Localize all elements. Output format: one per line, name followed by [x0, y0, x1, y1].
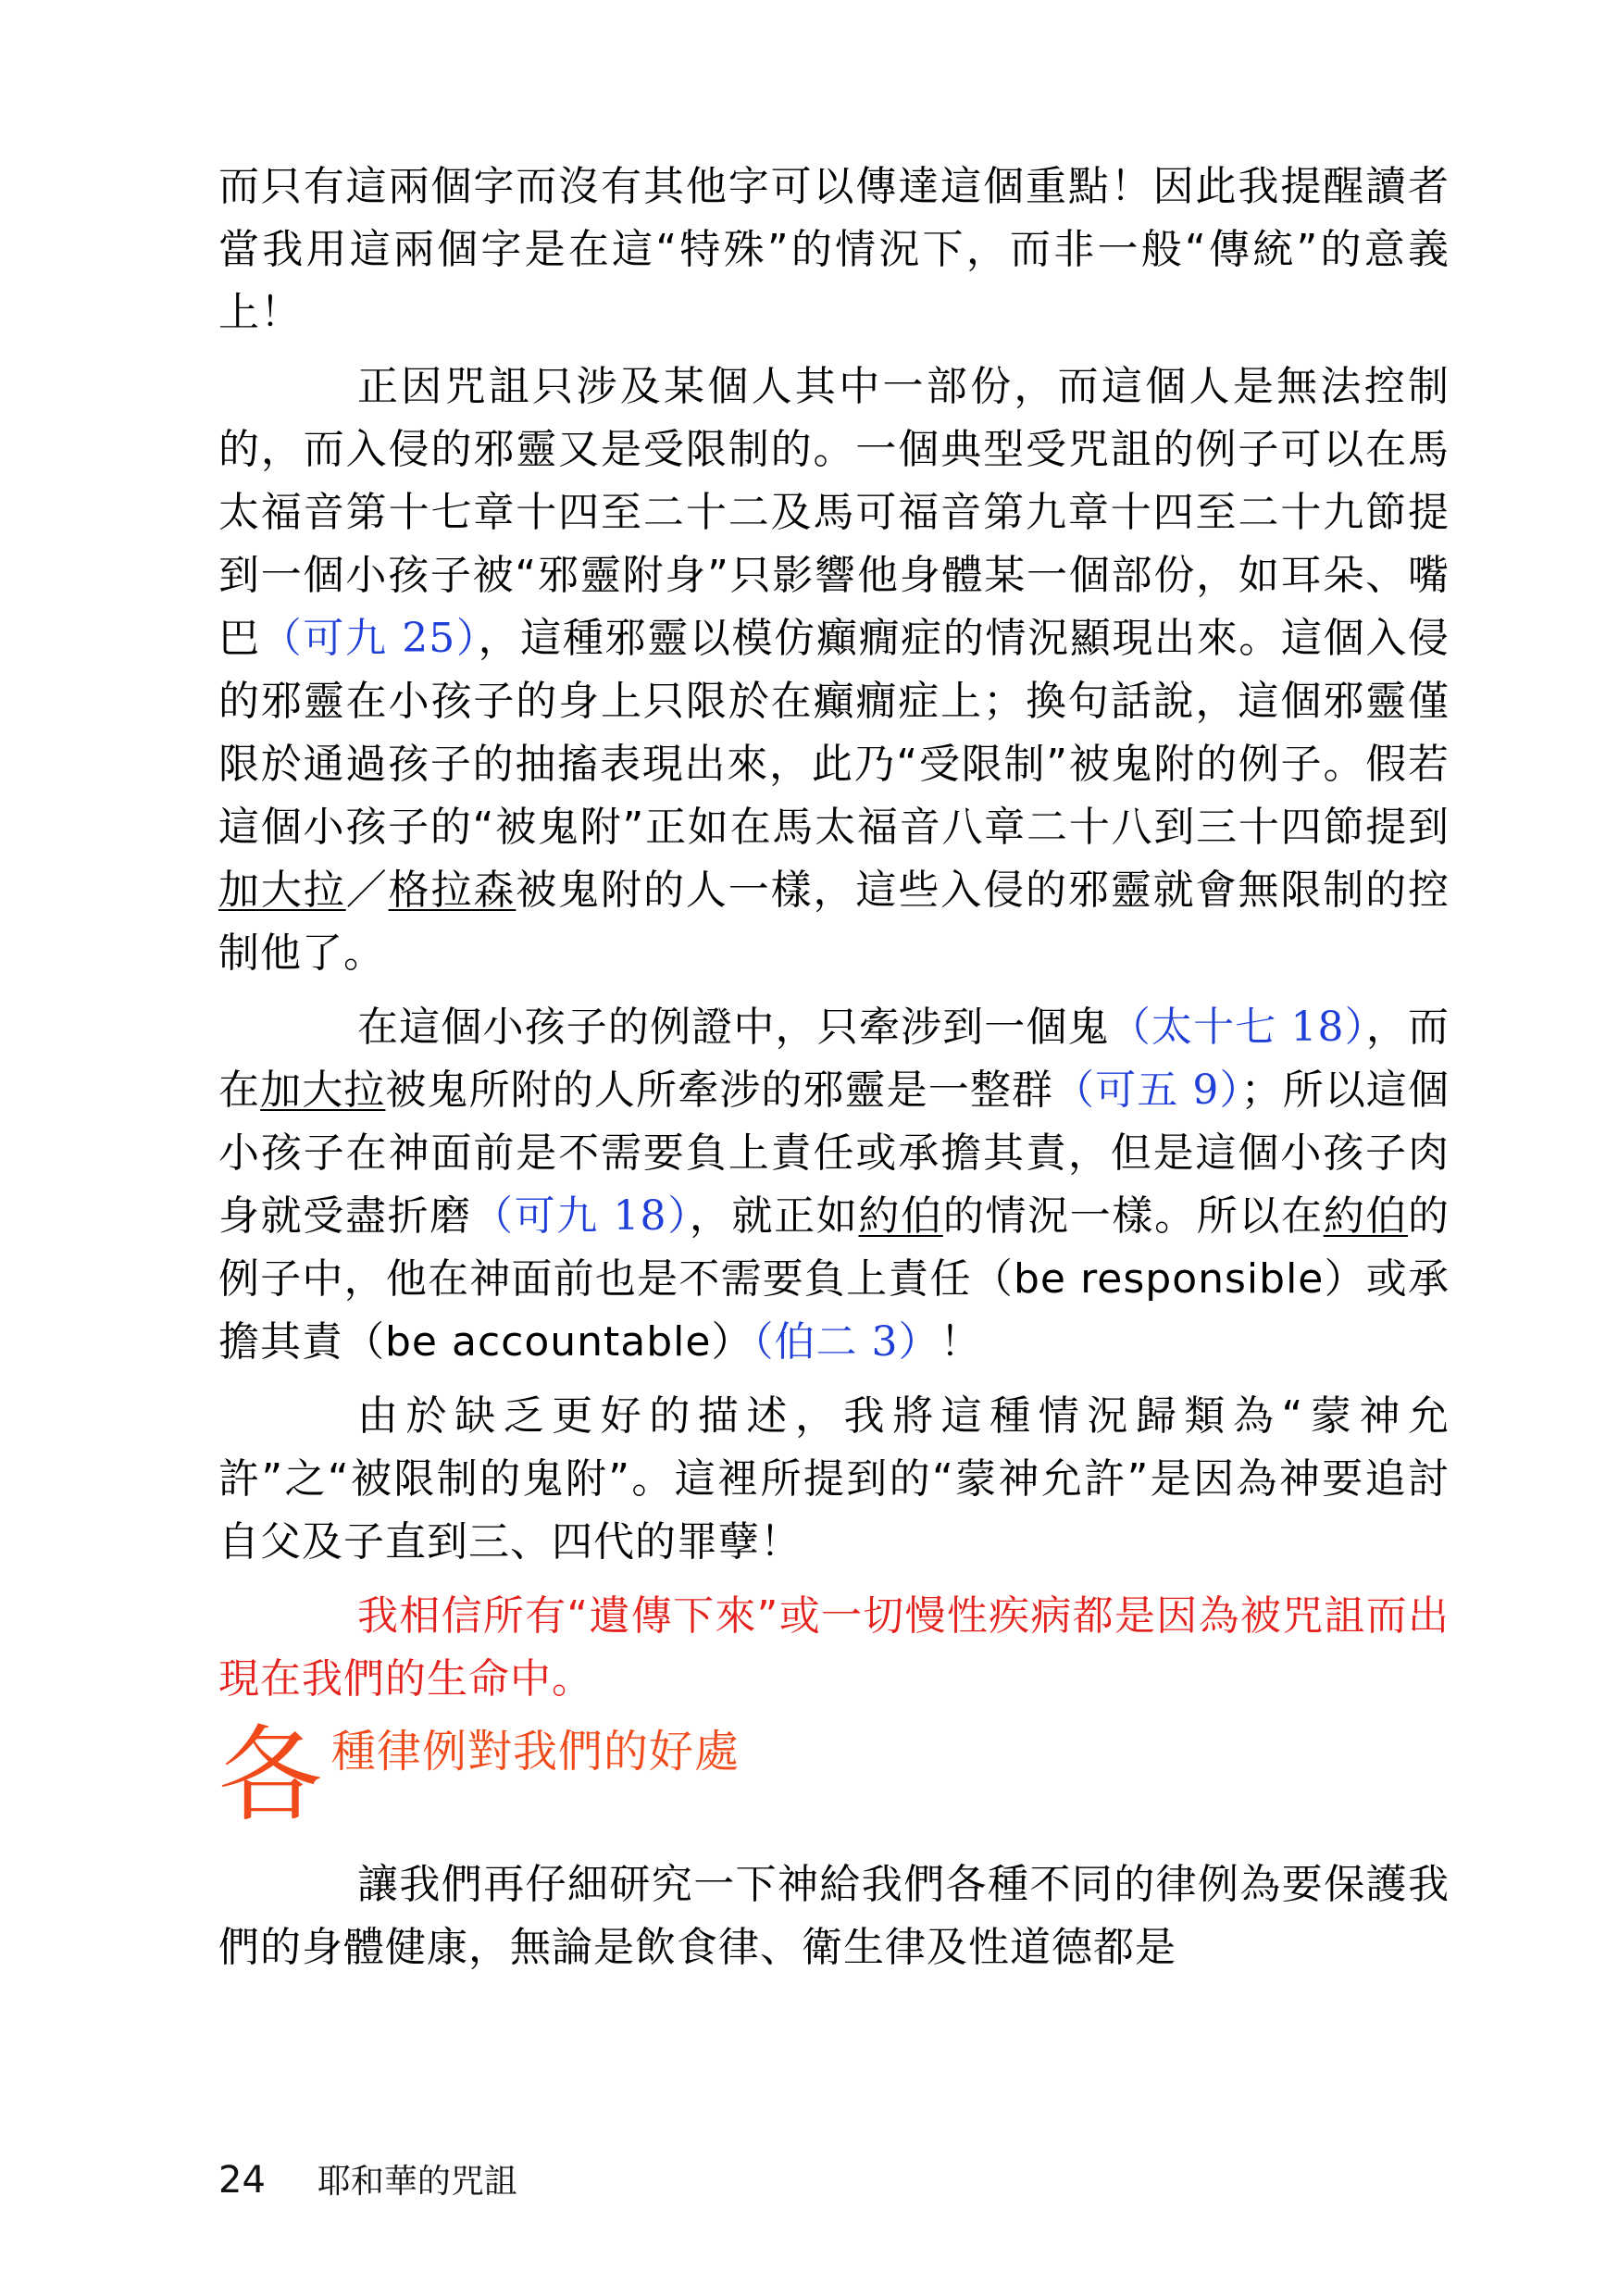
paragraph-3-text-b: ，而在 — [218, 1004, 1450, 1114]
paragraph-2 — [218, 356, 1450, 985]
separator: ／ — [345, 867, 389, 914]
scripture-reference: （可五 9） — [1053, 1067, 1241, 1114]
paragraph-2-text-c: 被鬼附的人一樣，這些入侵的邪靈就會無限制的控制他了。 — [218, 867, 1450, 977]
paragraph-6-text: 讓我們再仔細研究一下神給我們各種不同的律例為要保護我們的身體健康，無論是飲食律、衛生律及性道德都是 — [218, 1861, 1450, 1971]
emphasis-paragraph — [218, 1585, 1450, 1711]
paragraph-4-text: 由於缺乏更好的描述，我將這種情況歸類為“蒙神允許”之“被限制的鬼附”。這裡所提到的“蒙神允許”是因為神要追討自父及子直到三、四代的罪孽！ — [218, 1392, 1450, 1566]
underlined-place-name: 加大拉 — [218, 867, 346, 914]
underlined-person-name: 約伯 — [858, 1192, 943, 1240]
paragraph-1 — [218, 156, 1450, 344]
paragraph-3-text-a: 在這個小孩子的例證中，只牽涉到一個鬼 — [357, 1004, 1110, 1051]
running-title: 耶和華的咒詛 — [317, 2163, 517, 2201]
paragraph-6 — [218, 1853, 1450, 1979]
page-footer — [218, 2157, 517, 2205]
scripture-reference: （太十七 18） — [1109, 1004, 1366, 1051]
paragraph-2-text-a: 正因咒詛只涉及某個人其中一部份，而這個人是無法控制的，而入侵的邪靈又是受限制的。一個典型受咒詛的例子可以在馬太福音第十七章十四至二十二及馬可福音第九章十四至二十九節提到一個小孩子被“邪靈附身”只影響他身體某一個部份，如耳朵、嘴巴 — [218, 363, 1450, 662]
paragraph-3-text-h: ！ — [940, 1318, 982, 1366]
paragraph-3 — [218, 996, 1450, 1374]
drop-cap: 各 — [218, 1716, 323, 1836]
paragraph-3-text-c: 被鬼所附的人所牽涉的邪靈是一整群 — [385, 1067, 1054, 1114]
section-heading — [218, 1716, 1450, 1841]
underlined-place-name: 格拉森 — [388, 867, 517, 914]
paragraph-3-text-e: ，就正如 — [689, 1192, 859, 1240]
paragraph-3-text-d: ；所以這個小孩子在神面前是不需要負上責任或承擔其責，但是這個小孩子肉身就受盡折磨 — [218, 1067, 1450, 1240]
paragraph-1-text: 而只有這兩個字而沒有其他字可以傳達這個重點！因此我提醒讀者當我用這兩個字是在這“特殊”的情況下，而非一般“傳統”的意義上！ — [218, 163, 1450, 336]
paragraph-3-text-g: 的例子中，他在神面前也是不需要負上責任（be responsible）或承擔其責（be accountable） — [218, 1192, 1450, 1366]
page-number: 24 — [218, 2159, 266, 2202]
scripture-reference: （可九 18） — [471, 1192, 690, 1240]
paragraph-2-text-b: ，這種邪靈以模仿癲癇症的情況顯現出來。這個入侵的邪靈在小孩子的身上只限於在癲癇症上；換句話說，這個邪靈僅限於通過孩子的抽搐表現出來，此乃“受限制”被鬼附的例子。假若這個小孩子的“被鬼附”正如在馬太福音八章二十八到三十四節提到 — [218, 615, 1450, 851]
underlined-place-name: 加大拉 — [260, 1067, 386, 1114]
scripture-reference: （伯二 3） — [753, 1318, 940, 1366]
underlined-person-name: 約伯 — [1323, 1192, 1409, 1240]
paragraph-4 — [218, 1385, 1450, 1574]
body-text — [218, 156, 1450, 1990]
emphasis-text: 我相信所有“遺傳下來”或一切慢性疾病都是因為被咒詛而出現在我們的生命中。 — [218, 1592, 1450, 1703]
section-heading-text: 種律例對我們的好處 — [331, 1726, 741, 1778]
paragraph-3-text-f: 的情況一樣。所以在 — [942, 1192, 1324, 1240]
scripture-reference: （可九 25） — [260, 615, 479, 662]
